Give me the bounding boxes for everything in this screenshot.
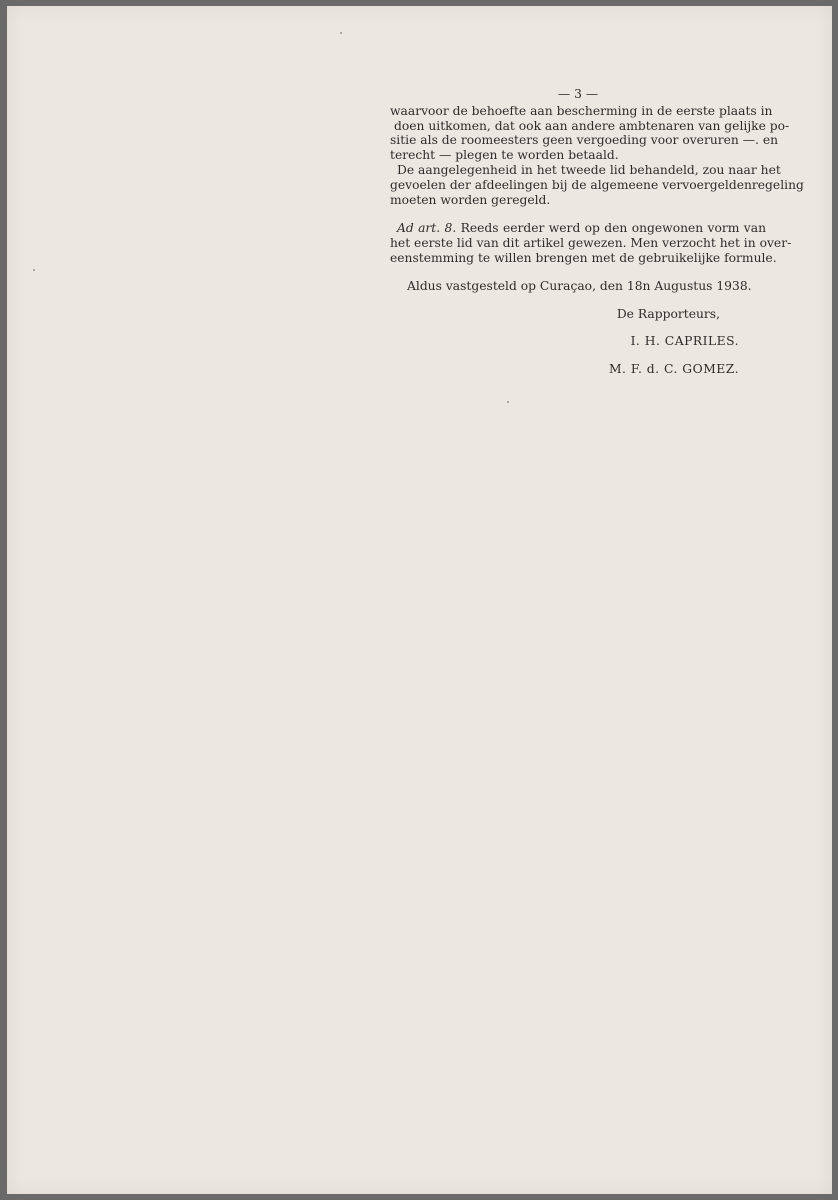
- paragraph-2: [390, 162, 804, 207]
- text-line: sitie als de roomeesters geen vergoeding voor overuren —. en: [390, 133, 779, 148]
- speck: [33, 269, 35, 271]
- text-line: De aangelegenheid in het tweede lid behandeld, zou naar het: [397, 162, 781, 177]
- text-line: moeten worden geregeld.: [390, 192, 551, 207]
- text-line: doen uitkomen, dat ook aan andere ambtenaren van gelijke po-: [394, 118, 790, 133]
- paragraph-1: [390, 103, 790, 163]
- spacer: [390, 266, 766, 279]
- text-line: het eerste lid van dit artikel gewezen. Men verzocht het in over-: [390, 236, 792, 251]
- paragraph-3: [390, 221, 792, 265]
- text-line: [390, 221, 766, 236]
- article-label: Ad art. 8.: [397, 221, 457, 236]
- spacer: [390, 321, 766, 334]
- signatory-gomez: M. F. d. C. GOMEZ.: [608, 362, 739, 377]
- text-fragment: Reeds eerder werd op den ongewonen vorm van: [460, 221, 766, 236]
- text-line: gevoelen der afdeelingen bij de algemeene vervoergeldenregeling: [390, 177, 804, 192]
- spacer: [390, 294, 766, 307]
- rapporteurs-label: De Rapporteurs,: [616, 306, 720, 321]
- spacer: [390, 349, 766, 362]
- speck: [340, 32, 342, 34]
- spacer: [390, 207, 766, 221]
- text-line: eenstemming te willen brengen met de gebruikelijke formule.: [390, 250, 777, 265]
- signatory-capriles: I. H. CAPRILES.: [630, 334, 739, 349]
- speck: [507, 401, 509, 403]
- closing-statement: Aldus vastgesteld op Curaçao, den 18n Augustus 1938.: [407, 278, 752, 293]
- text-column: [390, 87, 804, 377]
- page-number: — 3 —: [557, 87, 599, 101]
- text-line: terecht — plegen te worden betaald.: [390, 148, 619, 163]
- text-line: waarvoor de behoefte aan bescherming in de eerste plaats in: [390, 103, 773, 118]
